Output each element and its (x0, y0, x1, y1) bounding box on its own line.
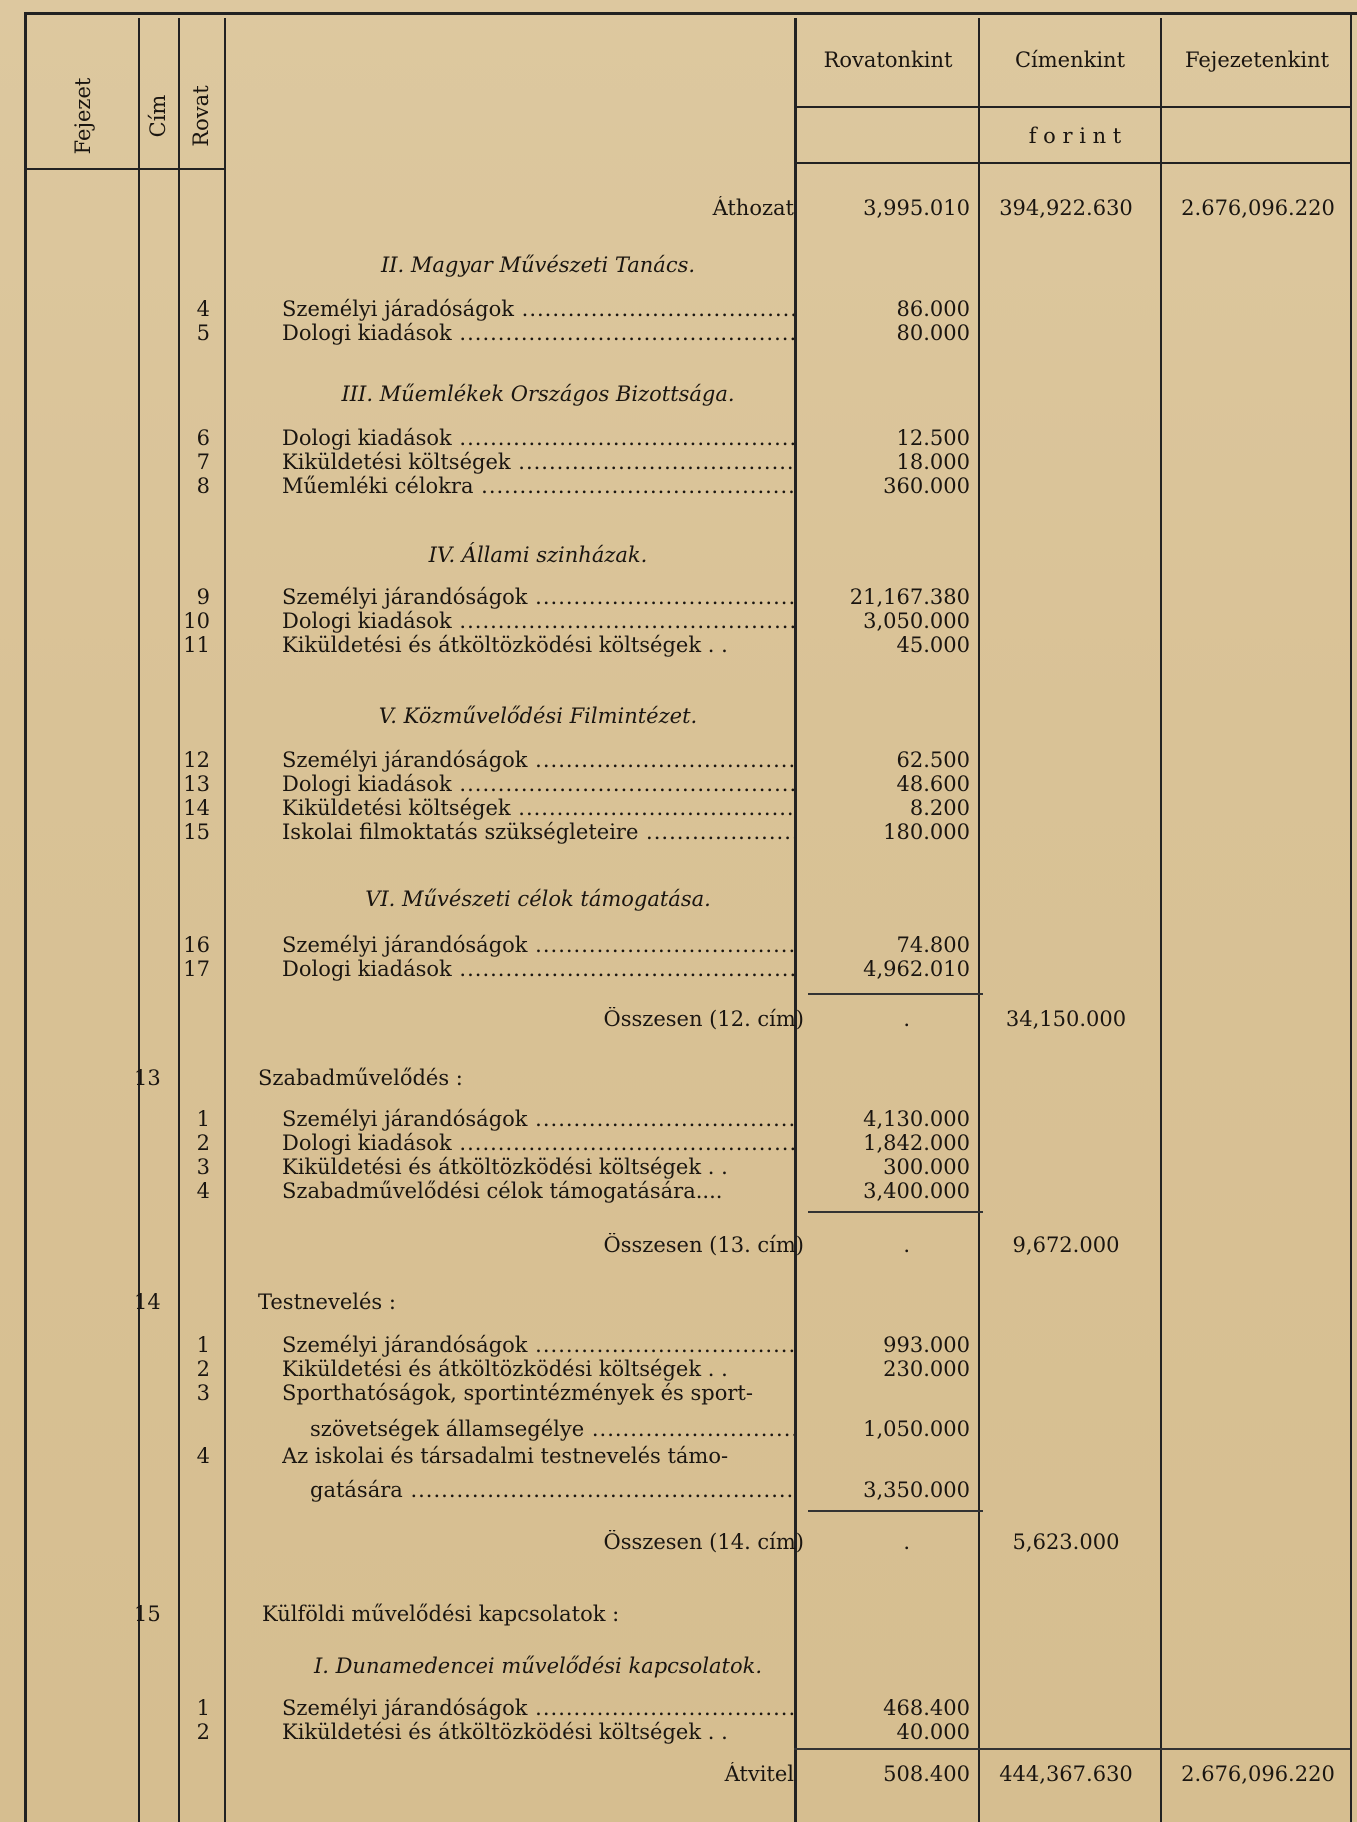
header-unit-line (794, 106, 1350, 108)
rovat-number: 2 (196, 1720, 210, 1744)
rovat-number: 10 (183, 609, 210, 633)
item-value: 3,050.000 (863, 609, 970, 633)
cim-title: Szabadművelődés : (258, 1066, 463, 1090)
section-title: V. Közművelődési Filmintézet. (378, 704, 698, 728)
rovat-number: 15 (183, 820, 210, 844)
item-desc: Kiküldetési és átköltözködési költségek . . (282, 1720, 728, 1744)
table-row (0, 748, 1357, 772)
rovat-number: 14 (183, 796, 210, 820)
header-cimenkint: Címenkint (1014, 48, 1126, 72)
table-row (0, 933, 1357, 957)
rovat-number: 3 (196, 1381, 210, 1405)
item-value: 8.200 (909, 796, 970, 820)
item-value: 48.600 (896, 772, 970, 796)
table-row (0, 585, 1357, 609)
subtotal-rule (808, 993, 983, 995)
item-value: 45.000 (896, 633, 970, 657)
item-value: 1,050.000 (863, 1417, 970, 1441)
table-row (0, 1357, 1357, 1381)
rovat-number: 5 (196, 321, 210, 345)
rovat-number: 7 (196, 450, 210, 474)
subtotal-label: Összesen (12. cím) (603, 1007, 804, 1031)
item-desc: Műemléki célokra ..... (282, 474, 794, 498)
subtotal-row (0, 1007, 1357, 1031)
header-bottom-right (794, 162, 1350, 164)
section-header (0, 704, 1357, 728)
table-row (0, 1381, 1357, 1405)
rovat-number: 3 (196, 1155, 210, 1179)
item-value: 993.000 (883, 1333, 970, 1357)
rovat-number: 4 (196, 1179, 210, 1203)
table-row (0, 820, 1357, 844)
cim-number: 15 (134, 1602, 161, 1626)
item-desc: Dologi kiadások ..... (282, 772, 794, 796)
item-desc: Személyi járandóságok ..... (282, 933, 794, 957)
section-title: IV. Állami szinházak. (428, 543, 648, 567)
item-desc: Szabadművelődési célok támogatására.... (282, 1179, 723, 1203)
item-desc: Dologi kiadások ..... (282, 426, 794, 450)
table-row (0, 1131, 1357, 1155)
item-value: 3,350.000 (863, 1478, 970, 1502)
table-row (0, 1444, 1357, 1468)
carry-rule (794, 1748, 1350, 1750)
item-value: 74.800 (896, 933, 970, 957)
table-row (0, 321, 1357, 345)
section-title: III. Műemlékek Országos Bizottsága. (341, 382, 735, 406)
item-desc: Személyi járandóságok ..... (282, 748, 794, 772)
item-value: 230.000 (883, 1357, 970, 1381)
subtotal-row (0, 1530, 1357, 1554)
section-title: VI. Művészeti célok támogatása. (365, 887, 711, 911)
section-title: II. Magyar Művészeti Tanács. (380, 253, 696, 277)
header-bottom-left (24, 168, 224, 170)
item-value: 21,167.380 (849, 585, 970, 609)
item-value: 360.000 (883, 474, 970, 498)
item-desc: Személyi járandóságok ..... (282, 1696, 794, 1720)
item-desc: Sporthatóságok, sportintézmények és sport- (282, 1381, 753, 1405)
subtotal-row (0, 1233, 1357, 1257)
item-desc: Személyi járandóságok ..... (282, 1333, 794, 1357)
section-title: I. Dunamedencei művelődési kapcsolatok. (313, 1654, 763, 1678)
item-value: 180.000 (883, 820, 970, 844)
item-desc: szövetségek államsegélye ..... (310, 1417, 794, 1441)
item-desc: Személyi járandóságok ..... (282, 585, 794, 609)
section-header (0, 1654, 1357, 1678)
subtotal-value: 34,150.000 (1005, 1007, 1127, 1031)
subtotal-rule (808, 1510, 983, 1512)
cim-header (0, 1290, 1357, 1314)
subtotal-label: Összesen (14. cím) (603, 1530, 804, 1554)
item-value: 300.000 (883, 1155, 970, 1179)
rovat-number: 1 (196, 1107, 210, 1131)
item-value: 40.000 (896, 1720, 970, 1744)
item-desc: gatására ..... (310, 1478, 794, 1502)
item-desc: Dologi kiadások ..... (282, 609, 794, 633)
atvitel-row (0, 1762, 1357, 1786)
item-desc: Dologi kiadások ..... (282, 1131, 794, 1155)
cim-header (0, 1066, 1357, 1090)
atvitel-label: Átvitel (724, 1762, 794, 1786)
rovat-number: 9 (196, 585, 210, 609)
subtotal-dot: . (903, 1233, 910, 1257)
item-desc: Személyi járadóságok ..... (282, 297, 794, 321)
item-value: 18.000 (896, 450, 970, 474)
table-row (0, 609, 1357, 633)
item-value: 3,400.000 (863, 1179, 970, 1203)
item-desc: Dologi kiadások ..... (282, 321, 794, 345)
section-header (0, 887, 1357, 911)
rovat-number: 1 (196, 1333, 210, 1357)
rovat-number: 6 (196, 426, 210, 450)
table-row (0, 1333, 1357, 1357)
rovat-number: 11 (183, 633, 210, 657)
header-fejezetenkint: Fejezetenkint (1184, 48, 1330, 72)
table-row-continued (0, 1478, 1357, 1502)
item-value: 86.000 (896, 297, 970, 321)
item-desc: Kiküldetési költségek ..... (282, 796, 794, 820)
table-row (0, 1720, 1357, 1744)
table-row (0, 796, 1357, 820)
rovat-number: 4 (196, 297, 210, 321)
table-row (0, 297, 1357, 321)
item-desc: Kiküldetési és átköltözködési költségek . . (282, 633, 728, 657)
table-row (0, 1155, 1357, 1179)
subtotal-value: 5,623.000 (1012, 1530, 1120, 1554)
table-row (0, 474, 1357, 498)
item-value: 62.500 (896, 748, 970, 772)
item-desc: Az iskolai és társadalmi testnevelés támo- (282, 1444, 729, 1468)
table-row (0, 957, 1357, 981)
subtotal-value: 9,672.000 (1012, 1233, 1120, 1257)
rovat-number: 17 (183, 957, 210, 981)
table-row (0, 772, 1357, 796)
item-value: 468.400 (883, 1696, 970, 1720)
rovat-number: 16 (183, 933, 210, 957)
item-desc: Kiküldetési és átköltözködési költségek . . (282, 1155, 728, 1179)
item-desc: Kiküldetési és átköltözködési költségek . . (282, 1357, 728, 1381)
table-row (0, 450, 1357, 474)
table-row (0, 633, 1357, 657)
header-rovat: Rovat (189, 85, 213, 147)
rovat-number: 2 (196, 1357, 210, 1381)
rovat-number: 4 (196, 1444, 210, 1468)
header-unit: f o r i n t (1028, 124, 1122, 148)
item-value: 1,842.000 (863, 1131, 970, 1155)
athozat-row (0, 196, 1357, 220)
section-header (0, 382, 1357, 406)
item-value: 4,962.010 (863, 957, 970, 981)
table-row (0, 1179, 1357, 1203)
section-header (0, 253, 1357, 277)
table-row (0, 426, 1357, 450)
rovat-number: 8 (196, 474, 210, 498)
subtotal-rule (808, 1211, 983, 1213)
item-desc: Iskolai filmoktatás szükségleteire ..... (282, 820, 794, 844)
item-value: 4,130.000 (863, 1107, 970, 1131)
item-desc: Dologi kiadások ..... (282, 957, 794, 981)
item-value: 80.000 (896, 321, 970, 345)
header-fejezet: Fejezet (71, 77, 95, 155)
cim-header (0, 1602, 1357, 1626)
cim-number: 13 (134, 1066, 161, 1090)
header-rovatonkint: Rovatonkint (823, 48, 953, 72)
atvitel-fejezetenkint: 2.676,096.220 (1181, 1762, 1335, 1786)
subtotal-dot: . (903, 1530, 910, 1554)
table-row-continued (0, 1417, 1357, 1441)
rovat-number: 12 (183, 748, 210, 772)
cim-title: Testnevelés : (258, 1290, 396, 1314)
header-cim: Cím (146, 94, 170, 138)
table-row (0, 1696, 1357, 1720)
athozat-rovatonkint: 3,995.010 (863, 196, 970, 220)
top-border (24, 12, 1357, 15)
rovat-number: 13 (183, 772, 210, 796)
section-header (0, 543, 1357, 567)
athozat-label: Áthozat (712, 196, 794, 220)
subtotal-label: Összesen (13. cím) (603, 1233, 804, 1257)
rovat-number: 2 (196, 1131, 210, 1155)
atvitel-rovatonkint: 508.400 (883, 1762, 970, 1786)
rovat-number: 1 (196, 1696, 210, 1720)
cim-number: 14 (134, 1290, 161, 1314)
atvitel-cimenkint: 444,367.630 (999, 1762, 1133, 1786)
table-row (0, 1107, 1357, 1131)
item-desc: Személyi járandóságok ..... (282, 1107, 794, 1131)
item-desc: Kiküldetési költségek ..... (282, 450, 794, 474)
athozat-cimenkint: 394,922.630 (999, 196, 1133, 220)
item-value: 12.500 (896, 426, 970, 450)
cim-title: Külföldi művelődési kapcsolatok : (262, 1602, 620, 1626)
athozat-fejezetenkint: 2.676,096.220 (1181, 196, 1335, 220)
subtotal-dot: . (903, 1007, 910, 1031)
